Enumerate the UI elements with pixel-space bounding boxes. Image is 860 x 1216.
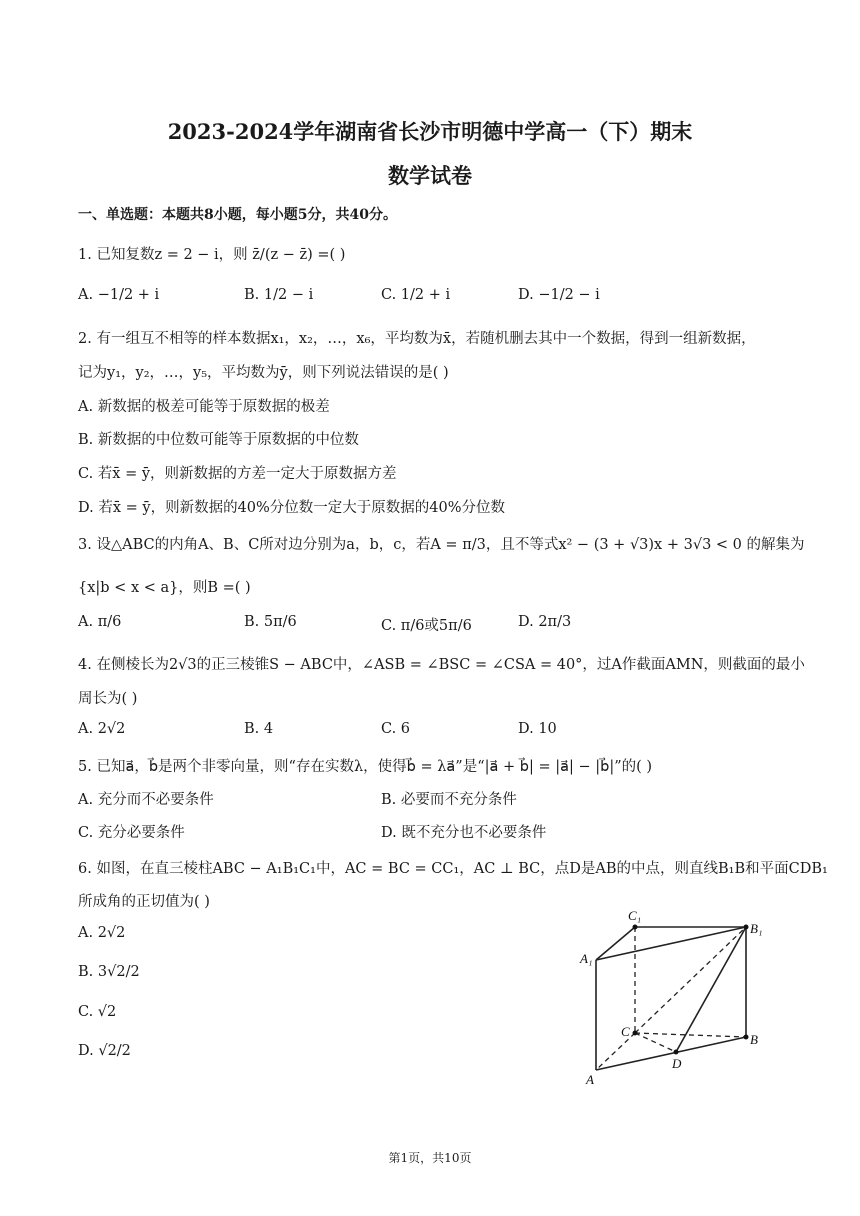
question-4-stem-line1: 4. 在侧棱长为2√3的正三棱锥S − ABC中，∠ASB = ∠BSC = ∠CSA = 40°，过A作截面AMN，则截面的最小 [78, 657, 805, 673]
q3-option-c: C. π/6或5π/6 [381, 618, 472, 634]
q6-option-c: C. √2 [78, 1004, 117, 1020]
question-4-stem-line2: 周长为( ) [78, 691, 138, 707]
question-3-stem-line1: 3. 设△ABC的内角A、B、C所对边分别为a，b，c，若A = π/3，且不等式x² − (3 + √3)x + 3√3 < 0 的解集为 [78, 537, 805, 553]
question-5-stem: 5. 已知a⃗，b⃗是两个非零向量，则“存在实数λ，使得b⃗ = λa⃗”是“|a⃗ + b⃗| = |a⃗| − |b⃗|”的( ) [78, 759, 653, 775]
exam-subtitle: 数学试卷 [388, 163, 472, 188]
q2-option-b: B. 新数据的中位数可能等于原数据的中位数 [78, 432, 359, 448]
edge-c-b [635, 1033, 746, 1037]
page-footer: 第1页，共10页 [388, 1151, 472, 1165]
q2-option-a: A. 新数据的极差可能等于原数据的极差 [78, 399, 330, 415]
label-c1: C₁ [628, 908, 642, 923]
q4-option-c: C. 6 [381, 721, 411, 737]
point-c1 [633, 925, 638, 930]
q6-option-b: B. 3√2/2 [78, 964, 140, 980]
prism-figure [576, 900, 776, 1095]
q3-option-b: B. 5π/6 [244, 614, 297, 630]
q1-option-d: D. −1/2 − i [518, 287, 600, 303]
edge-c-b1 [635, 927, 746, 1033]
q6-option-d: D. √2/2 [78, 1043, 131, 1059]
label-a1: A₁ [580, 951, 593, 966]
q1-option-b: B. 1/2 − i [244, 287, 314, 303]
q2-option-d: D. 若x̄ = ȳ，则新数据的40%分位数一定大于原数据的40%分位数 [78, 500, 506, 516]
section-heading: 一、单选题：本题共8小题，每小题5分，共40分。 [78, 207, 397, 223]
label-c: C [621, 1024, 630, 1039]
point-d [674, 1050, 679, 1055]
question-2-stem-line1: 2. 有一组互不相等的样本数据x₁，x₂，…，x₆，平均数为x̄，若随机删去其中一个数据，得到一组新数据， [78, 331, 756, 347]
q3-option-a: A. π/6 [78, 614, 122, 630]
edge-d-b1 [676, 927, 746, 1052]
q3-option-d: D. 2π/3 [518, 614, 572, 630]
question-2-stem-line2: 记为y₁，y₂，…，y₅，平均数为ȳ，则下列说法错误的是( ) [78, 365, 449, 381]
label-d: D [672, 1056, 682, 1071]
q5-option-d: D. 既不充分也不必要条件 [381, 825, 547, 841]
point-b [744, 1035, 749, 1040]
question-6-stem-line2: 所成角的正切值为( ) [78, 894, 210, 910]
edge-a1-b1 [596, 927, 746, 960]
question-3-stem-line2: {x|b < x < a}，则B =( ) [78, 580, 251, 596]
q6-option-a: A. 2√2 [78, 925, 126, 941]
label-b1: B₁ [750, 921, 763, 936]
q4-option-d: D. 10 [518, 721, 557, 737]
point-b1 [744, 925, 749, 930]
label-b: B [750, 1032, 758, 1047]
question-1-stem: 1. 已知复数z = 2 − i，则 z̄/(z − z̄) =( ) [78, 247, 346, 263]
label-a: A [586, 1072, 594, 1087]
q4-option-b: B. 4 [244, 721, 274, 737]
point-c [633, 1031, 638, 1036]
q5-option-a: A. 充分而不必要条件 [78, 792, 214, 808]
q1-option-a: A. −1/2 + i [78, 287, 160, 303]
question-6-stem-line1: 6. 如图，在直三棱柱ABC − A₁B₁C₁中，AC = BC = CC₁，AC ⊥ BC，点D是AB的中点，则直线B₁B和平面CDB₁ [78, 861, 828, 877]
q2-option-c: C. 若x̄ = ȳ，则新数据的方差一定大于原数据方差 [78, 466, 397, 482]
exam-title: 2023-2024学年湖南省长沙市明德中学高一（下）期末 [167, 119, 693, 144]
edge-c-d [635, 1033, 676, 1052]
edge-a-b [596, 1037, 746, 1070]
q4-option-a: A. 2√2 [78, 721, 126, 737]
q5-option-c: C. 充分必要条件 [78, 825, 185, 841]
q5-option-b: B. 必要而不充分条件 [381, 792, 517, 808]
q1-option-c: C. 1/2 + i [381, 287, 451, 303]
